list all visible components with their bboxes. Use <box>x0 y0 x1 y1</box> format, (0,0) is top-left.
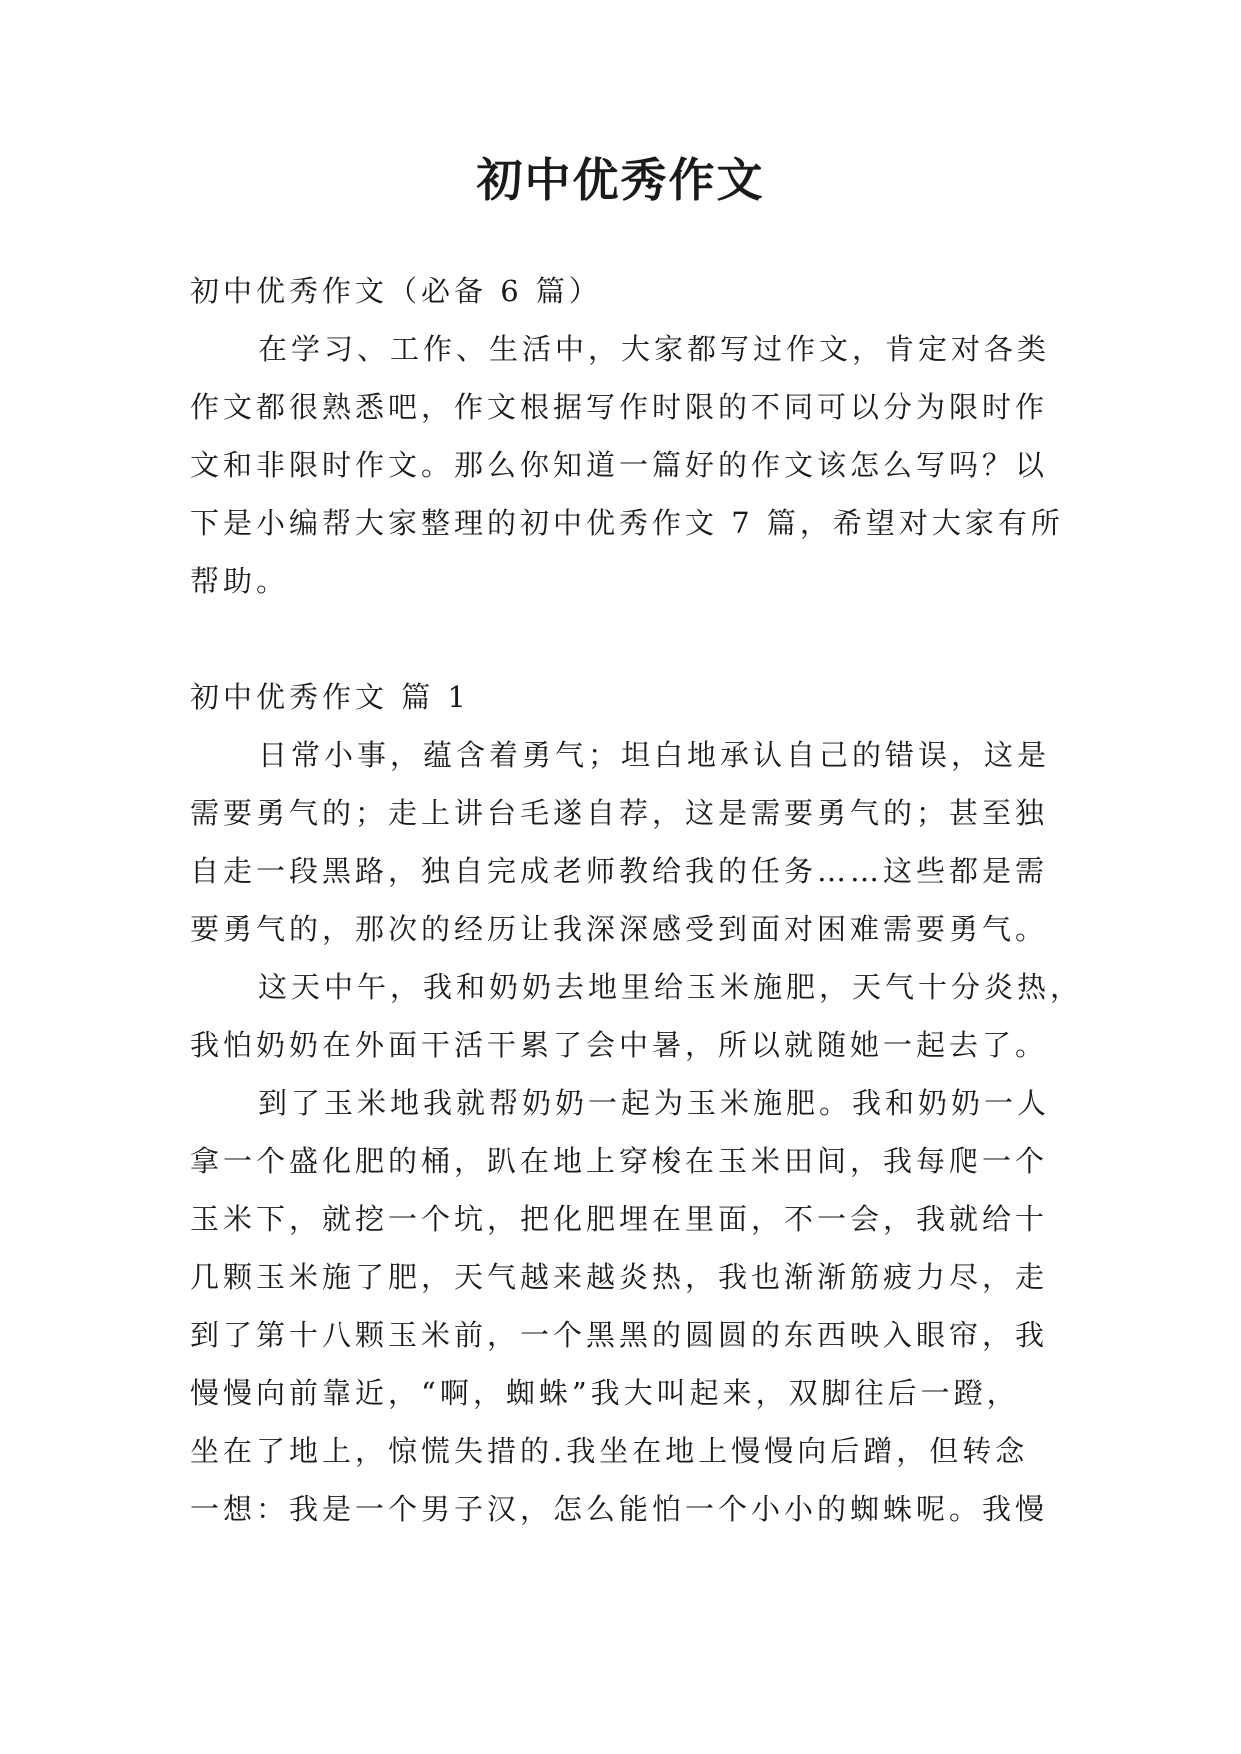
text-line: 在学习、工作、生活中，大家都写过作文，肯定对各类 <box>258 332 1051 366</box>
section-heading: 初中优秀作文 篇 1 <box>190 680 470 714</box>
text-line: 一想：我是一个男子汉，怎么能怕一个小小的蜘蛛呢。我慢 <box>190 1492 1049 1526</box>
text-line: 拿一个盛化肥的桶，趴在地上穿梭在玉米田间，我每爬一个 <box>190 1144 1049 1178</box>
text-line: 到了玉米地我就帮奶奶一起为玉米施肥。我和奶奶一人 <box>258 1086 1051 1120</box>
text-line: 帮助。 <box>190 564 290 598</box>
text-line: 这天中午，我和奶奶去地里给玉米施肥，天气十分炎热， <box>258 970 1084 1004</box>
text-line: 下是小编帮大家整理的初中优秀作文 7 篇，希望对大家有所 <box>190 506 1064 540</box>
text-line: 到了第十八颗玉米前，一个黑黑的圆圆的东西映入眼帘，我 <box>190 1318 1049 1352</box>
text-line: 几颗玉米施了肥，天气越来越炎热，我也渐渐筋疲力尽，走 <box>190 1260 1049 1294</box>
text-line: 需要勇气的；走上讲台毛遂自荐，这是需要勇气的；甚至独 <box>190 796 1049 830</box>
text-line: 作文都很熟悉吧，作文根据写作时限的不同可以分为限时作 <box>190 390 1049 424</box>
document-body <box>190 262 1084 1538</box>
text-line: 日常小事，蕴含着勇气；坦白地承认自己的错误，这是 <box>258 738 1051 772</box>
text-line: 我怕奶奶在外面干活干累了会中暑，所以就随她一起去了。 <box>190 1028 1049 1062</box>
text-line: 初中优秀作文（必备 6 篇） <box>190 274 602 308</box>
paragraph-gap <box>190 610 1070 668</box>
text-line: 要勇气的，那次的经历让我深深感受到面对困难需要勇气。 <box>190 912 1049 946</box>
text-line: 自走一段黑路，独自完成老师教给我的任务……这些都是需 <box>190 854 1049 888</box>
document-title: 初中优秀作文 <box>476 153 765 207</box>
text-line: 文和非限时作文。那么你知道一篇好的作文该怎么写吗？以 <box>190 448 1049 482</box>
text-line: 玉米下，就挖一个坑，把化肥埋在里面，不一会，我就给十 <box>190 1202 1049 1236</box>
text-line: 坐在了地上，惊慌失措的.我坐在地上慢慢向后蹭，但转念 <box>190 1434 1029 1468</box>
text-line: 慢慢向前靠近，“啊，蜘蛛”我大叫起来，双脚往后一蹬， <box>190 1376 1020 1410</box>
